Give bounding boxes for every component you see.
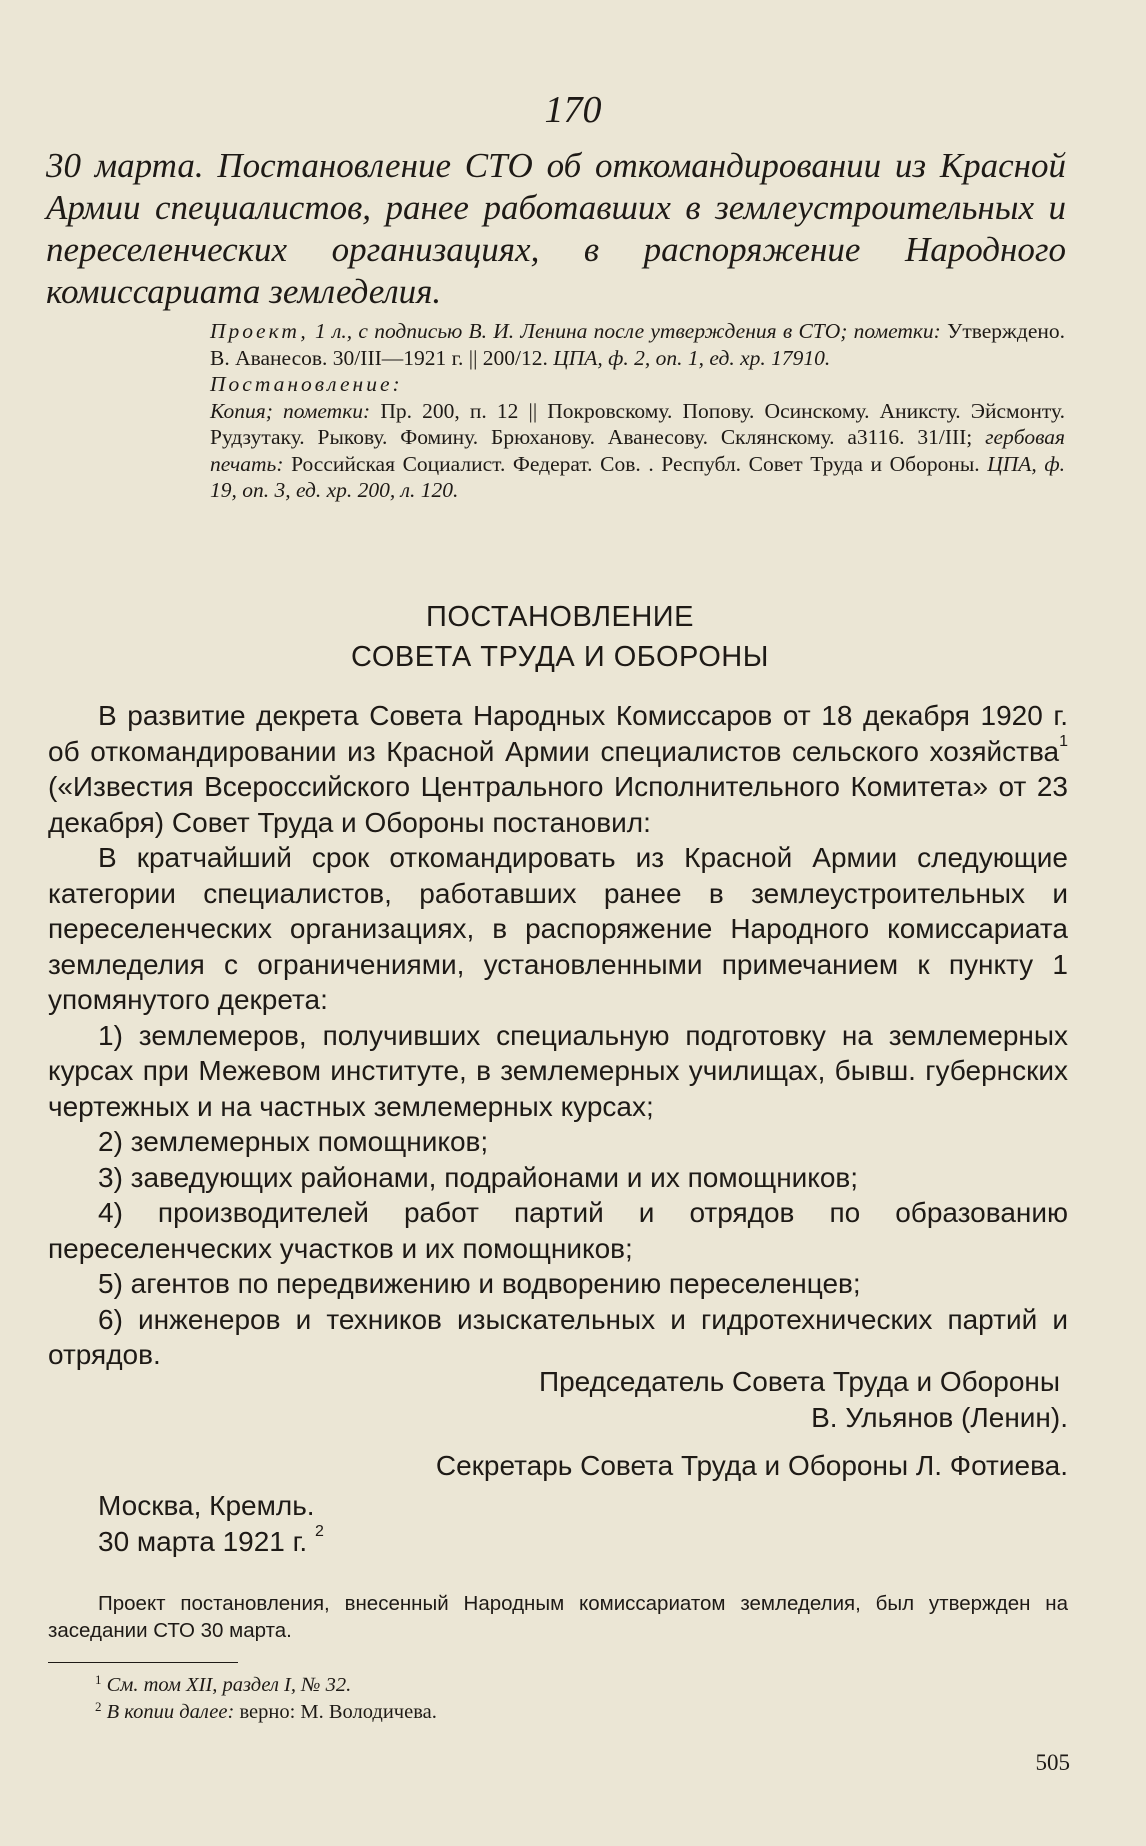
footnote-ref-1: 1	[1059, 732, 1068, 750]
footnote-plain: верно: М. Володичева.	[234, 1701, 437, 1723]
page-number: 505	[1035, 1750, 1070, 1775]
place-date-block	[98, 1488, 324, 1560]
footnote-mark: 1	[95, 1672, 102, 1687]
list-item: 1) землемеров, получивших специальную подготовку на землемерных курсах при Межевом институте, в землемерных училищах, бывш. губернских чертежных и на частных землемерных курсах;	[48, 1019, 1068, 1122]
resolution-heading	[0, 597, 1120, 677]
footnote-italic: В копии далее:	[106, 1701, 235, 1723]
footnote-italic: См. том XII, раздел I, № 32.	[106, 1674, 352, 1696]
list-item: 5) агентов по передвижению и водворению переселенцев;	[98, 1268, 861, 1299]
footnote-item	[95, 1672, 1055, 1699]
list-item: 6) инженеров и техников изыскательных и гидротехнических партий и отрядов.	[48, 1303, 1068, 1370]
list-item: 2) землемерных помощников;	[98, 1126, 489, 1157]
footnotes	[95, 1672, 1055, 1726]
secretary-signature: Секретарь Совета Труда и Обороны Л. Фотиева.	[435, 1450, 1068, 1481]
source-seal-label: гербовая печать:	[210, 425, 1066, 476]
source-seal-text: Российская Социалист. Федерат. Сов. . Республ. Совет Труда и Обороны.	[291, 451, 980, 476]
date-text: 30 марта 1921 г.	[98, 1526, 308, 1557]
list-item: 4) производителей работ партий и отрядов по образованию переселенческих участков и их помощников;	[48, 1197, 1068, 1264]
place: Москва, Кремль.	[98, 1490, 315, 1521]
source-copy-label: Копия; пометки:	[210, 398, 371, 423]
source-draft-marks: Утверждено. В. Аванесов. 30/III—1921 г. || 200/12.	[210, 319, 1065, 370]
chairman-name: В. Ульянов (Ленин).	[811, 1401, 1068, 1433]
footnote-ref-2: 2	[315, 1523, 324, 1540]
chairman-title: Председатель Совета Труда и Обороны	[538, 1366, 1060, 1397]
resolution-body	[48, 698, 1068, 1373]
heading-line-1: ПОСТАНОВЛЕНИЕ	[426, 601, 694, 633]
list-item: 3) заведующих районами, подрайонами и их помощников;	[98, 1161, 859, 1193]
document-title: 30 марта. Постановление СТО об откомандировании из Красной Армии специалистов, ранее работавших в землеустроительных и переселенческих организациях, в распоряжение Народного комиссариата земледелия.	[46, 146, 1066, 311]
paragraph-preamble	[48, 698, 1068, 840]
footnote-mark: 2	[95, 1699, 102, 1714]
footnote-item	[95, 1699, 1055, 1726]
editorial-note-text: Проект постановления, внесенный Народным комиссариатом земледелия, был утвержден на заседании СТО 30 марта.	[48, 1592, 1068, 1642]
preamble-text-a: В развитие декрета Совета Народных Комиссаров от 18 декабря 1920 г. об откомандировании из Красной Армии специалистов сельского хозяйства	[48, 700, 1068, 767]
source-draft-archive: ЦПА, ф. 2, оп. 1, ед. хр. 17910.	[553, 345, 831, 370]
footnote-divider	[48, 1662, 238, 1663]
source-draft-desc: 1 л., с подписью В. И. Ленина после утверждения в СТО; пометки:	[315, 319, 941, 343]
source-copy-marks: Пр. 200, п. 12 || Покровскому. Попову. Осинскому. Аниксту. Эйсмонту. Рудзутаку. Рыкову. Фомину. Брюханову. Аванесову. Склянскому. а3116. 31/III;	[210, 398, 1065, 449]
date	[98, 1524, 324, 1560]
source-resolution-label: Постановление:	[210, 372, 403, 396]
source-copy-archive: ЦПА, ф. 19, оп. 3, ед. хр. 200, л. 120.	[210, 451, 1066, 502]
archival-source-note	[210, 318, 1065, 504]
editorial-note	[48, 1590, 1068, 1644]
chairman-signature	[48, 1364, 1068, 1435]
paragraph-decision: В кратчайший срок откомандировать из Красной Армии следующие категории специалистов, работавших ранее в землеустроительных и переселенческих организациях, в распоряжение Народного комиссариата земледелия с ограничениями, установленными примечанием к пункту 1 упомянутого декрета:	[48, 842, 1068, 1015]
preamble-text-b: («Известия Всероссийского Центрального Исполнительного Комитета» от 23 декабря) Совет Труда и Обороны постановил:	[48, 771, 1068, 838]
source-draft-label: Проект,	[210, 319, 309, 343]
heading-line-2: СОВЕТА ТРУДА И ОБОРОНЫ	[351, 641, 769, 673]
document-number: 170	[544, 89, 602, 131]
